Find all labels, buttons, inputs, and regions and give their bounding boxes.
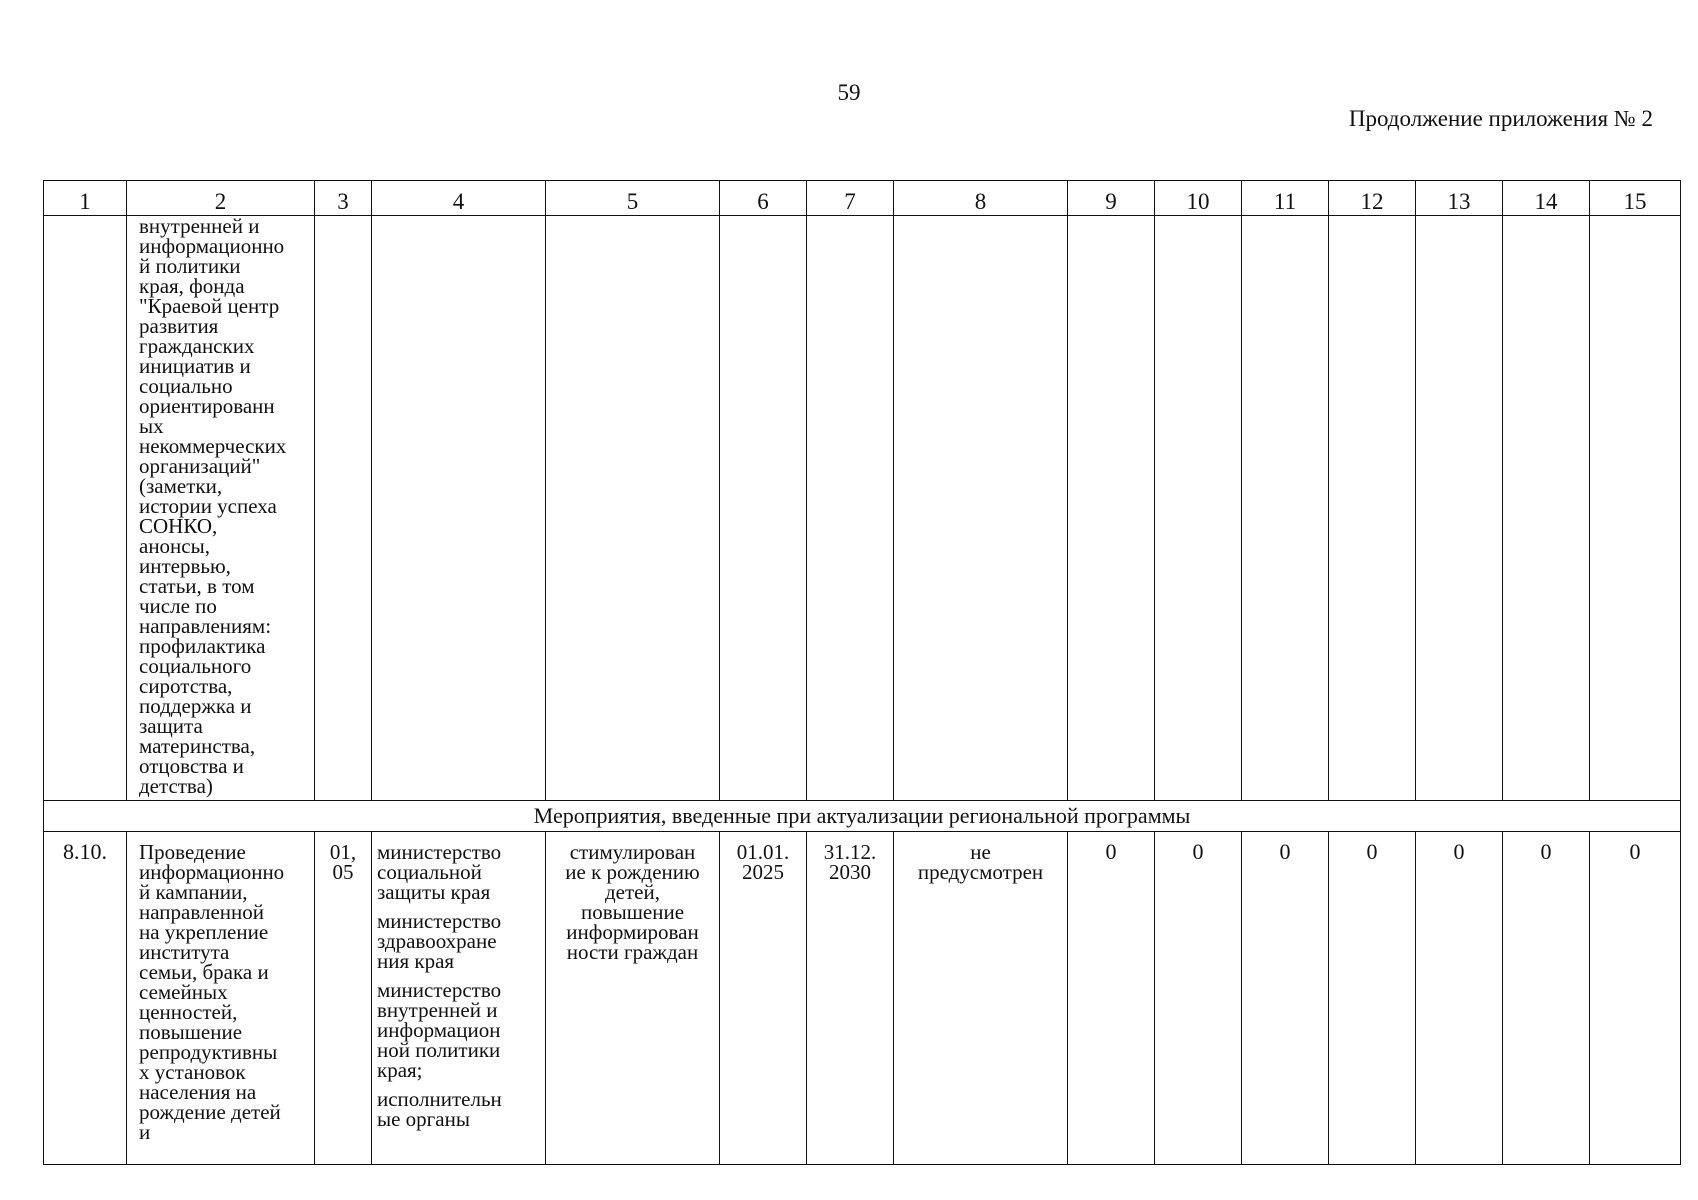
- table-cell: [1068, 216, 1155, 801]
- table-cell: [1590, 216, 1681, 801]
- value-cell: 0: [1329, 832, 1416, 1165]
- header-cell: 15: [1590, 181, 1681, 216]
- continued-row: [44, 216, 1681, 801]
- table-row: [44, 832, 1681, 1165]
- value-cell: 0: [1155, 832, 1242, 1165]
- table-cell: [807, 216, 894, 801]
- header-cell: 1: [44, 181, 127, 216]
- section-title: Мероприятия, введенные при актуализации региональной программы: [44, 801, 1681, 832]
- end-date: 31.12. 2030: [807, 832, 894, 1165]
- header-cell: 3: [315, 181, 372, 216]
- table-cell: [372, 216, 546, 801]
- row-number: 8.10.: [44, 832, 127, 1165]
- header-cell: 9: [1068, 181, 1155, 216]
- expected-result: стимулирован ие к рождению детей, повышение информирован ности граждан: [546, 832, 720, 1165]
- page-number: 59: [837, 80, 861, 105]
- executor-item: министерство социальной защиты края: [377, 840, 502, 904]
- table-cell: [1503, 216, 1590, 801]
- funding-source: не предусмотрен: [894, 832, 1068, 1165]
- header-cell: 2: [127, 181, 315, 216]
- header-cell: 10: [1155, 181, 1242, 216]
- table-cell: [546, 216, 720, 801]
- table-cell: [1416, 216, 1503, 801]
- start-date: 01.01. 2025: [720, 832, 807, 1165]
- table-cell: [1155, 216, 1242, 801]
- table-cell: [720, 216, 807, 801]
- header-cell: 14: [1503, 181, 1590, 216]
- value-cell: 0: [1416, 832, 1503, 1165]
- header-cell: 7: [807, 181, 894, 216]
- header-cell: 6: [720, 181, 807, 216]
- table-cell: [894, 216, 1068, 801]
- header-row: [44, 181, 1681, 216]
- table-cell: [1242, 216, 1329, 801]
- value-cell: 0: [1590, 832, 1681, 1165]
- measure-title: Проведение информационно й кампании, направленной на укрепление института семьи, брака и семейных ценностей, повышение репродуктивны х установок населения на рождение детей и: [127, 832, 315, 1165]
- header-cell: 12: [1329, 181, 1416, 216]
- value-cell: 0: [1503, 832, 1590, 1165]
- value-cell: 0: [1242, 832, 1329, 1165]
- header-cell: 4: [372, 181, 546, 216]
- executor-item: министерство внутренней и информацион ной политики края;: [377, 978, 502, 1082]
- executor-item: министерство здравоохране ния края: [377, 909, 502, 973]
- measure-code: 01, 05: [315, 832, 372, 1165]
- section-row: [44, 801, 1681, 832]
- header-cell: 5: [546, 181, 720, 216]
- header-cell: 13: [1416, 181, 1503, 216]
- continued-description: внутренней и информационно й политики края, фонда "Краевой центр развития гражданских инициатив и социально ориентированн ых некоммерческих организаций" (заметки, истории успеха СОНКО, анонсы, интервью, статьи, в том числе по направлениям: профилактика социального сиротства, поддержка и защита материнства, отцовства и детства): [127, 216, 315, 801]
- continuation-label: Продолжение приложения № 2: [1348, 106, 1653, 131]
- executor-item: исполнительн ые органы: [377, 1087, 502, 1131]
- header-cell: 8: [894, 181, 1068, 216]
- program-table: [43, 180, 1681, 1165]
- table-cell: [315, 216, 372, 801]
- executors-cell: [372, 832, 546, 1165]
- table-cell: [1329, 216, 1416, 801]
- table-cell: [44, 216, 127, 801]
- header-cell: 11: [1242, 181, 1329, 216]
- value-cell: 0: [1068, 832, 1155, 1165]
